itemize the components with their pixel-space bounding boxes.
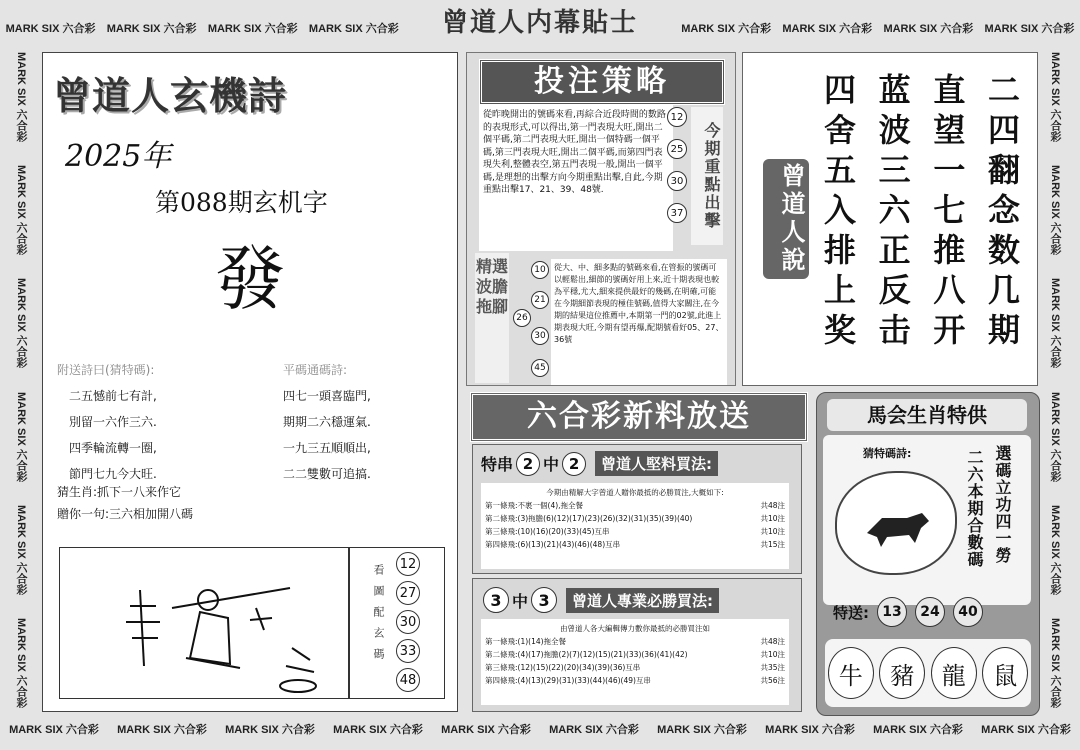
poem-line: 四舍五入排上奖	[819, 73, 857, 353]
right-border	[1044, 40, 1066, 720]
strategy-side-title: 今期重點出擊	[691, 107, 723, 245]
strategy-text: 從昨晚開出的號碼來看,再綜合近段時間的數路的表現形式,可以得出,第一門表現大旺,開出二個平碼,第二門表現大旺,開出一個特碼一個平碼,第三門表現大旺,開出二個平碼,而第四門表現失利,整體表空,第五門表現一般,開出一個平碼,是理想的出擊方向今期重點出擊,自此,今期重點出擊17、21、39、48號.	[479, 105, 673, 251]
special-numbers	[833, 597, 983, 627]
number-ball: 10	[531, 261, 549, 279]
zodiac-pig: 豬	[879, 647, 925, 699]
cloud-icon	[835, 471, 957, 575]
number-ball: 30	[396, 610, 420, 634]
border-label: MARK SIX 六合彩	[981, 724, 1071, 736]
number-ball: 12	[396, 552, 420, 576]
special-label: 特送:	[833, 603, 869, 622]
poem-lines	[815, 73, 1025, 373]
number-ball: 37	[667, 203, 687, 223]
border-label: MARK SIX 六合彩	[657, 724, 747, 736]
number-ball: 2	[516, 452, 540, 476]
table-intro: 由曾道人各大編輯傳力數你最抵的必勝買注如	[560, 624, 710, 633]
tiger-icon	[837, 473, 955, 573]
border-label: MARK SIX 六合彩	[225, 724, 315, 736]
border-label: MARK SIX 六合彩	[1049, 278, 1061, 369]
border-label: MARK SIX 六合彩	[765, 724, 855, 736]
number-ball: 21	[531, 291, 549, 309]
poem1-title: 附送詩曰(猜特碼):	[57, 363, 155, 377]
special2-header	[481, 451, 718, 476]
border-label: MARK SIX 六合彩	[15, 51, 27, 142]
border-label: MARK SIX 六合彩	[984, 23, 1075, 35]
border-label: MARK SIX 六合彩	[1049, 505, 1061, 595]
issue-label: 第088期玄机字	[155, 188, 328, 217]
zodiac-dragon: 龍	[931, 647, 977, 699]
border-label: MARK SIX 六合彩	[9, 724, 99, 736]
special-title: 曾道人專業必勝買法:	[566, 588, 719, 613]
hint-character: 發	[215, 238, 285, 320]
left-border	[10, 40, 32, 720]
table-row: 第三條飛:(10)(16)(20)(33)(45)互串 共10注	[485, 527, 785, 536]
special-mid: 中	[543, 455, 560, 474]
guess-zodiac: 猜生肖:抓下一八来作它	[57, 485, 182, 499]
number-list	[396, 552, 420, 692]
number-ball: 27	[396, 581, 420, 605]
top-border	[0, 14, 1080, 42]
number-ball: 13	[877, 597, 907, 627]
poem-panel	[742, 52, 1038, 386]
strategy-title: 投注策略	[479, 59, 725, 105]
special-prefix: 特串	[481, 455, 514, 474]
number-column-box	[349, 547, 445, 699]
illustration-box	[59, 547, 349, 699]
number-ball: 2	[562, 452, 586, 476]
border-label: MARK SIX 六合彩	[333, 724, 423, 736]
selection-side-title: 精選波膽拖腳	[475, 253, 509, 383]
table-row: 第三條飛:(12)(15)(22)(20)(34)(39)(36)互串 共35注	[485, 663, 785, 672]
table-row: 第四條飛:(6)(13)(21)(43)(46)(48)互串 共15注	[485, 540, 785, 549]
poem-line: 二二雙數可追搞.	[283, 467, 371, 481]
number-ball: 30	[531, 327, 549, 345]
strategy-numbers	[667, 107, 687, 223]
selection-text: 從大、中、細多點的號碼來看,在管振的號碼可以輕鬆出,細節的號碼好用上來,近十期表現也較為平穩,尤大,細來提供最好的幾碼,在明確,可能在今期細節表現的極佳號碼,值得大家關注,在今期的結果這位推薦中,本期第一門的02號,此進上期表現大旺,今期有望再爆,配期號看好05、27、36號	[551, 259, 727, 385]
number-ball: 25	[667, 139, 687, 159]
border-label: MARK SIX 六合彩	[15, 391, 27, 482]
border-label: MARK SIX 六合彩	[15, 165, 27, 255]
poem-line: 二四翻念数几期	[982, 73, 1021, 353]
poem2	[283, 383, 371, 487]
border-label: MARK SIX 六合彩	[1049, 165, 1061, 255]
border-label: MARK SIX 六合彩	[1049, 618, 1061, 709]
table-row: 第四條飛:(4)(13)(29)(31)(33)(44)(46)(49)互串 共56注	[485, 676, 785, 685]
guess-label: 猜特碼詩:	[863, 447, 912, 460]
poem-line: 四季輪流轉一圈,	[69, 441, 157, 455]
border-label: MARK SIX 六合彩	[883, 23, 974, 35]
year-label: 2025年	[65, 139, 172, 174]
number-ball: 40	[953, 597, 983, 627]
horse-panel	[816, 392, 1040, 716]
poem1	[69, 383, 157, 487]
border-label: MARK SIX 六合彩	[549, 724, 639, 736]
zodiac-rat: 鼠	[982, 647, 1028, 699]
left-panel	[42, 52, 458, 712]
selection-numbers	[511, 257, 547, 377]
side-label: 看圖配玄碼	[372, 564, 385, 669]
number-ball: 48	[396, 668, 420, 692]
poem-line: 直望一七推八开	[928, 73, 967, 353]
poem-line: 期期二六穩運氣.	[283, 415, 371, 429]
border-label: MARK SIX 六合彩	[15, 278, 27, 369]
border-label: MARK SIX 六合彩	[681, 23, 772, 35]
news-banner: 六合彩新料放送	[470, 392, 808, 442]
border-label: MARK SIX 六合彩	[782, 23, 873, 35]
number-ball: 24	[915, 597, 945, 627]
border-label: MARK SIX 六合彩	[308, 23, 399, 35]
number-ball: 45	[531, 359, 549, 377]
border-label: MARK SIX 六合彩	[441, 724, 531, 736]
poem2-title: 平碼通碼詩:	[283, 363, 348, 377]
border-label: MARK SIX 六合彩	[117, 724, 207, 736]
border-label: MARK SIX 六合彩	[106, 23, 197, 35]
border-label: MARK SIX 六合彩	[1049, 391, 1061, 482]
border-label: MARK SIX 六合彩	[5, 23, 96, 35]
number-ball: 3	[531, 587, 557, 613]
border-label: MARK SIX 六合彩	[873, 724, 963, 736]
number-ball: 30	[667, 171, 687, 191]
panel-title: 曾道人玄機詩	[53, 73, 288, 118]
strategy-panel	[466, 52, 736, 386]
number-ball: 3	[483, 587, 509, 613]
table-row: 第二條飛:(4)(17)拖膽(2)(7)(12)(15)(21)(33)(36)(41)(42) 共10注	[485, 650, 785, 659]
poem-line: 別留一六作三六.	[69, 415, 157, 429]
gift-line: 贈你一句:三六相加開八碼	[57, 507, 194, 521]
table-row: 第一條飛:不裹一個(4),拖全餐 共48注	[485, 501, 785, 510]
poem-b: 二六本期合數碼	[965, 449, 984, 568]
poem-line: 二五憾前七有計,	[69, 389, 157, 403]
border-label: MARK SIX 六合彩	[15, 505, 27, 595]
special3-header	[483, 587, 719, 613]
horse-content	[823, 435, 1031, 605]
poem-line: 蓝波三六正反击	[873, 73, 912, 353]
zodiac-row	[825, 639, 1031, 707]
zodiac-ox: 牛	[828, 647, 874, 699]
table-row: 第一條飛:(1)(14)拖全餐 共48注	[485, 637, 785, 646]
header-title: 曾道人内幕貼士	[441, 8, 638, 38]
special2-panel	[472, 444, 802, 574]
border-label: MARK SIX 六合彩	[1049, 51, 1061, 142]
poem-a: 選碼立功四一勞	[993, 445, 1012, 564]
poem-line: 節門七九今大旺.	[69, 467, 157, 481]
fisherman-illustration	[60, 548, 348, 698]
table-row: 第二條飛:(3)拖膽(6)(12)(17)(23)(26)(32)(31)(35)(39)(40) 共10注	[485, 514, 785, 523]
poem-line: 一九三五順順出,	[283, 441, 371, 455]
special3-table	[481, 619, 789, 705]
special-mid: 中	[512, 591, 529, 611]
table-intro: 今期由精解大字曾道人贈你最抵的必勝買注,大概如下:	[546, 488, 724, 497]
horse-title: 馬会生肖特供	[827, 399, 1027, 431]
special-title: 曾道人堅料買法:	[595, 451, 718, 476]
border-label: MARK SIX 六合彩	[15, 618, 27, 709]
number-ball: 12	[667, 107, 687, 127]
bottom-border	[0, 718, 1080, 740]
poem-line: 四七一頭喜臨門,	[283, 389, 371, 403]
special2-table	[481, 483, 789, 569]
number-ball: 33	[396, 639, 420, 663]
number-ball: 26	[513, 309, 531, 327]
special3-panel	[472, 578, 802, 712]
border-label: MARK SIX 六合彩	[207, 23, 298, 35]
teacher-badge: 曾道人說	[763, 159, 809, 279]
